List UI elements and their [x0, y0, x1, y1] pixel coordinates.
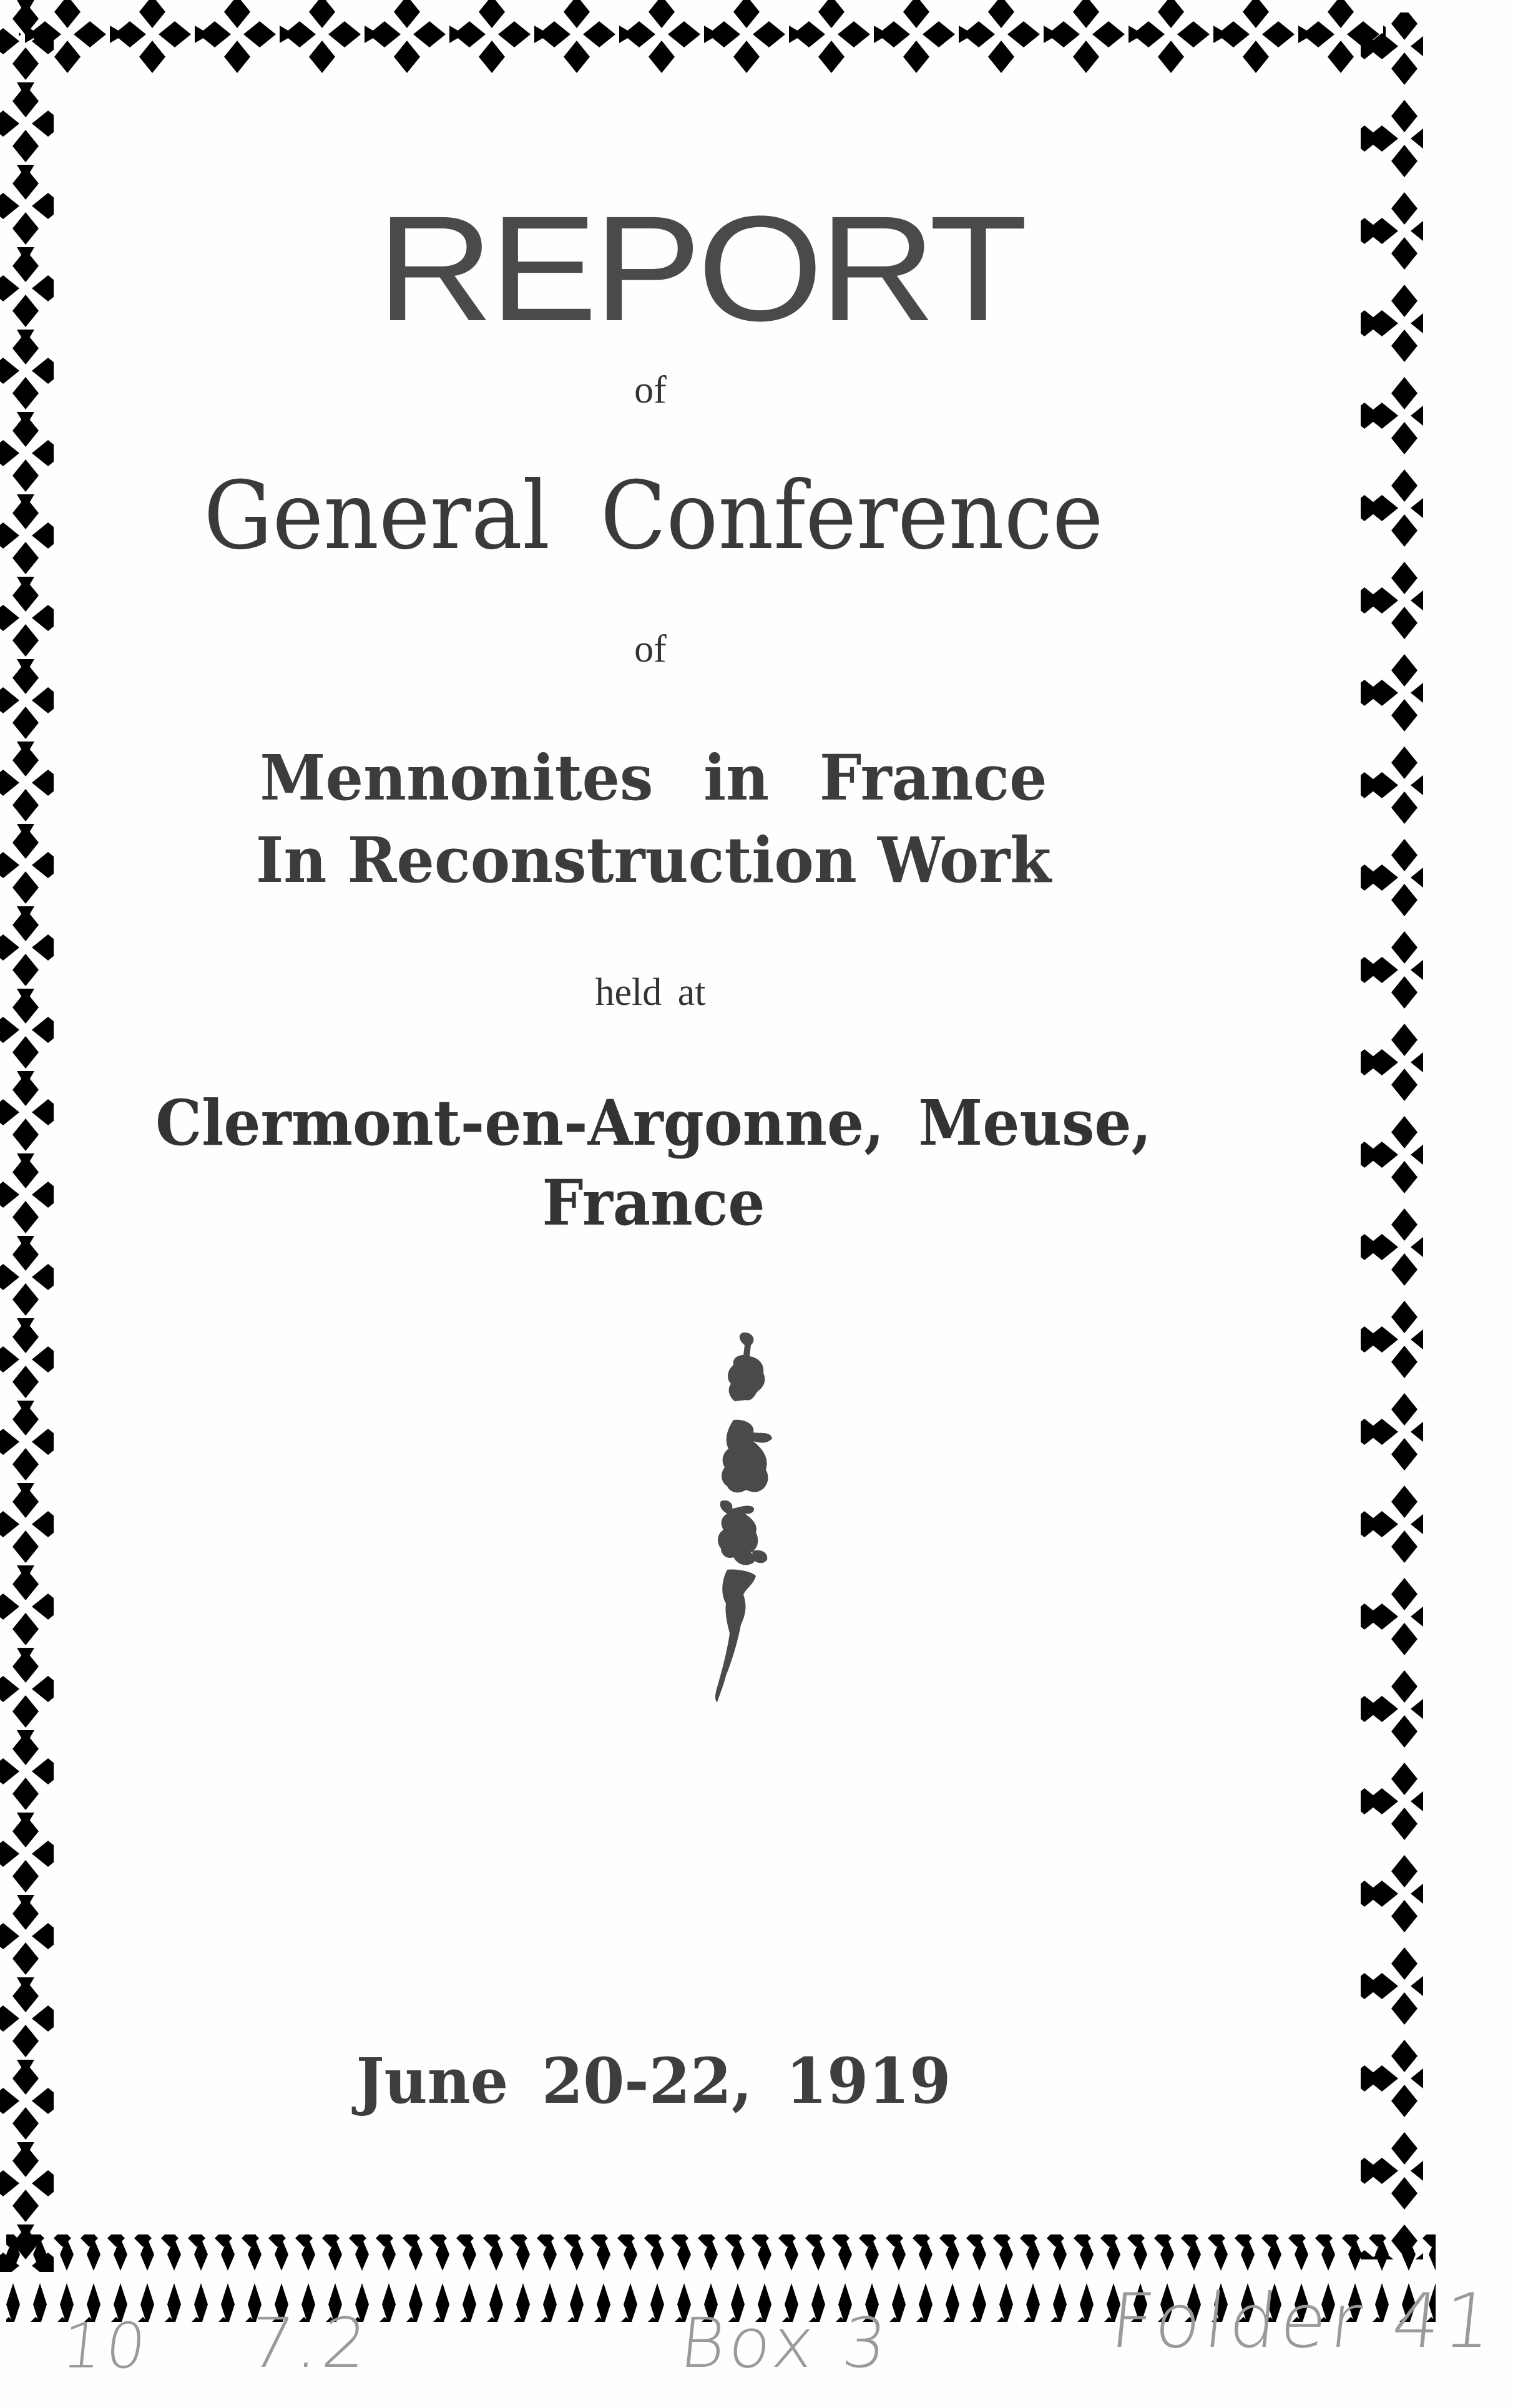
organization-name: General Conference	[203, 462, 1104, 570]
held-at-label: held at	[595, 971, 706, 1014]
location-line-1: Clermont-en-Argonne, Meuse,	[155, 1086, 1152, 1160]
subject-heading	[0, 737, 1372, 901]
connector-of-2: of	[634, 628, 667, 670]
archival-box-label: Box 3	[676, 2303, 894, 2383]
archival-note-1: 10	[58, 2309, 154, 2382]
location-heading	[0, 1083, 1357, 1243]
conference-date: June 20-22, 1919	[356, 2044, 951, 2118]
report-title: REPORT	[376, 185, 1024, 352]
archival-folder-label: Folder 41	[1106, 2278, 1500, 2365]
subject-line-2: In Reconstruction Work	[255, 823, 1052, 897]
subject-line-1: Mennonites in France	[260, 741, 1047, 815]
floral-vine-ornament-icon	[683, 1326, 796, 1707]
location-line-2: France	[542, 1166, 765, 1240]
connector-of-1: of	[634, 369, 667, 411]
archival-note-2: 7.2	[245, 2303, 375, 2383]
